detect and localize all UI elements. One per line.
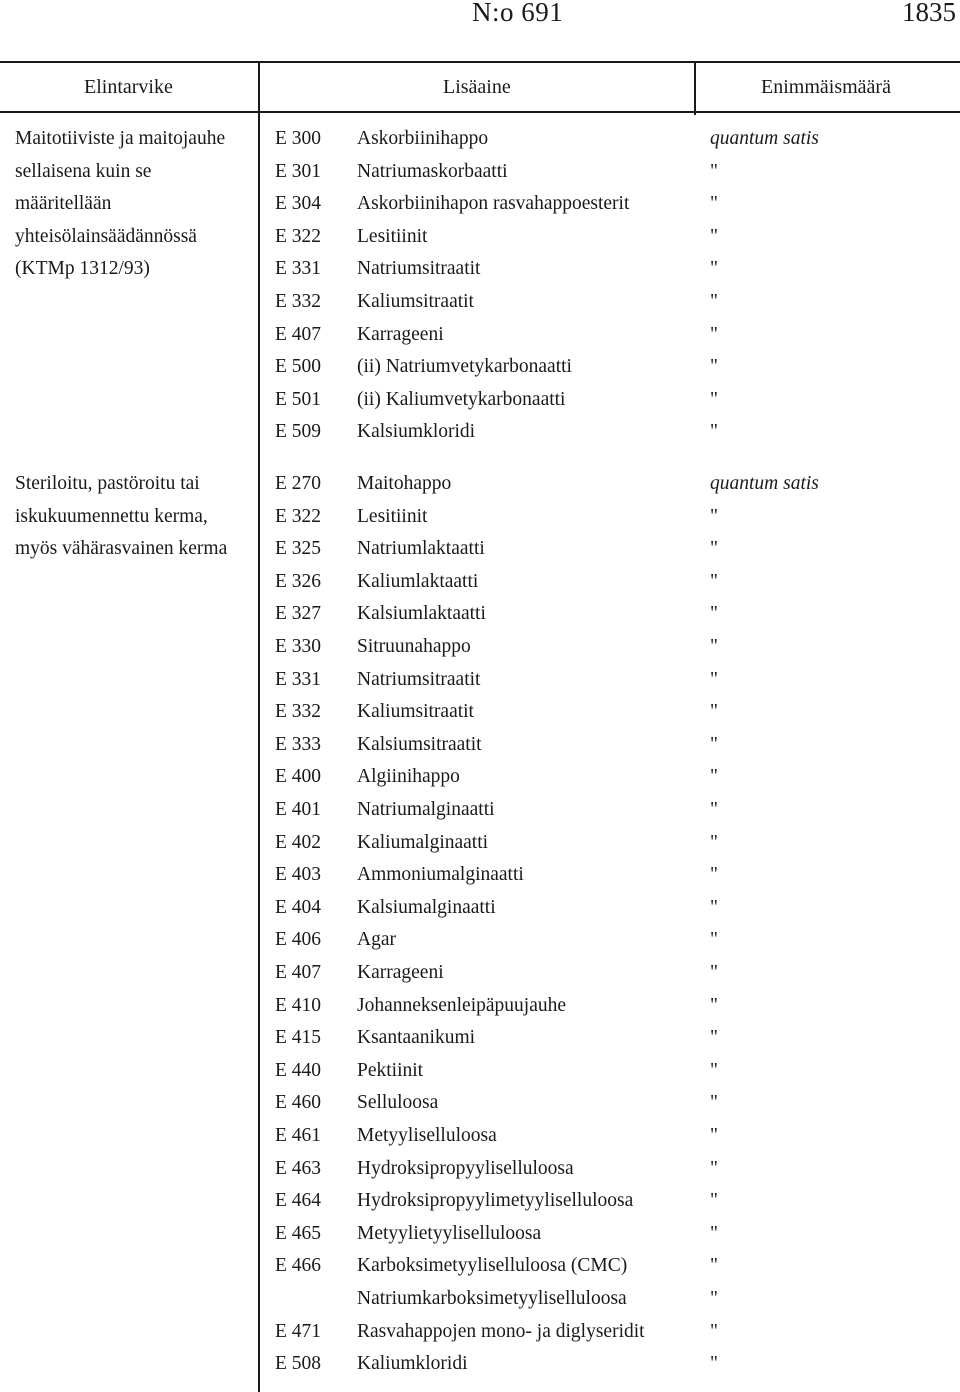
table-row [0, 729, 960, 762]
additive-name: Karrageeni [357, 962, 444, 983]
additive-name: Askorbiinihapon rasvahappoesterit [357, 193, 630, 215]
table-row [0, 566, 960, 599]
additive-name: Natriumkarboksimetyyliselluloosa [357, 1288, 627, 1309]
e-code: E 300 [275, 128, 322, 149]
table-row [0, 696, 960, 729]
column-header-food: Elintarvike [84, 76, 173, 98]
e-code: E 400 [275, 766, 322, 788]
e-code: E 461 [275, 1125, 322, 1146]
e-code: E 401 [275, 799, 322, 820]
table-row [0, 761, 960, 794]
e-code: E 331 [275, 258, 322, 280]
max-level: " [710, 1190, 718, 1212]
additive-name: Kalsiumalginaatti [357, 896, 496, 918]
table-row [0, 1250, 960, 1283]
column-divider-additive [694, 63, 696, 115]
table-row [0, 416, 960, 449]
column-header-additive: Lisäaine [443, 76, 511, 98]
e-code: E 464 [275, 1190, 322, 1212]
max-level: " [710, 505, 718, 527]
max-level: " [710, 538, 718, 560]
table-row [0, 1316, 960, 1349]
table-row [0, 384, 960, 417]
max-level: " [710, 1059, 718, 1081]
e-code: E 508 [275, 1353, 322, 1375]
table-row [0, 924, 960, 957]
table-row [0, 827, 960, 860]
additive-name: (ii) Kaliumvetykarbonaatti [357, 388, 566, 410]
max-level: " [710, 421, 718, 443]
table-row [0, 990, 960, 1023]
table-row [0, 1153, 960, 1186]
food-category-label: (KTMp 1312/93) [15, 258, 150, 280]
max-level: quantum satis [710, 473, 819, 494]
table-row [0, 1185, 960, 1218]
e-code: E 330 [275, 636, 322, 657]
max-level: " [710, 766, 718, 788]
e-code: E 500 [275, 356, 322, 378]
food-category-label: Maitotiiviste ja maitojauhe [15, 128, 226, 149]
table-row [0, 1120, 960, 1153]
max-level: " [710, 733, 718, 755]
table-row [0, 631, 960, 664]
e-code: E 463 [275, 1157, 322, 1179]
additive-name: Maitohappo [357, 473, 452, 494]
e-code: E 509 [275, 421, 322, 443]
table-row [0, 501, 960, 534]
e-code: E 327 [275, 603, 322, 625]
max-level: " [710, 291, 718, 312]
max-level: " [710, 1092, 718, 1114]
table-row [0, 859, 960, 892]
table-row [0, 1087, 960, 1120]
max-level: quantum satis [710, 128, 819, 149]
additive-name: Karrageeni [357, 323, 444, 345]
additive-name: Kalsiumsitraatit [357, 733, 482, 755]
additive-name: Askorbiinihappo [357, 128, 489, 149]
e-code: E 326 [275, 570, 322, 592]
max-level: " [710, 160, 718, 182]
table-row [0, 188, 960, 221]
table-row [0, 533, 960, 566]
table-row [0, 794, 960, 827]
additive-name: Kaliumkloridi [357, 1353, 468, 1375]
e-code: E 471 [275, 1320, 322, 1342]
additive-name: Pektiinit [357, 1059, 424, 1081]
max-level: " [710, 356, 718, 378]
max-level: " [710, 258, 718, 280]
table-row [0, 1055, 960, 1088]
max-level: " [710, 1157, 718, 1179]
additive-name: Sitruunahappo [357, 636, 471, 657]
additive-name: Selluloosa [357, 1092, 439, 1114]
e-code: E 322 [275, 225, 322, 247]
max-level: " [710, 388, 718, 410]
additive-name: Ammoniumalginaatti [357, 864, 524, 886]
page-number: 1835 [902, 0, 956, 27]
additive-name: Natriumlaktaatti [357, 538, 485, 560]
max-level: " [710, 1353, 718, 1375]
e-code: E 466 [275, 1255, 322, 1277]
e-code: E 440 [275, 1059, 322, 1081]
max-level: " [710, 994, 718, 1016]
table-row [0, 892, 960, 925]
max-level: " [710, 225, 718, 247]
max-level: " [710, 929, 718, 951]
page-header [0, 0, 960, 32]
max-level: " [710, 1255, 718, 1277]
additive-name: Kaliumlaktaatti [357, 570, 479, 592]
food-category-label: yhteisölainsäädännössä [15, 225, 197, 247]
e-code: E 415 [275, 1027, 322, 1049]
table-top-rule [0, 61, 960, 63]
table-row [0, 253, 960, 286]
max-level: " [710, 636, 718, 657]
table-row [0, 1348, 960, 1381]
max-level: " [710, 831, 718, 853]
e-code: E 501 [275, 388, 322, 410]
additive-name: Kalsiumkloridi [357, 421, 476, 443]
e-code: E 404 [275, 896, 322, 918]
max-level: " [710, 1320, 718, 1342]
additive-name: Natriumaskorbaatti [357, 160, 508, 182]
max-level: " [710, 668, 718, 690]
e-code: E 331 [275, 668, 322, 690]
table-row [0, 664, 960, 697]
additive-name: (ii) Natriumvetykarbonaatti [357, 356, 572, 378]
max-level: " [710, 896, 718, 918]
e-code: E 407 [275, 962, 322, 983]
e-code: E 333 [275, 733, 322, 755]
table-row [0, 221, 960, 254]
e-code: E 332 [275, 291, 322, 312]
e-code: E 402 [275, 831, 322, 853]
max-level: " [710, 701, 718, 723]
e-code: E 406 [275, 929, 322, 951]
e-code: E 410 [275, 994, 322, 1016]
max-level: " [710, 962, 718, 983]
additive-name: Metyyliselluloosa [357, 1125, 497, 1146]
table-row [0, 123, 960, 156]
additive-name: Natriumalginaatti [357, 799, 495, 820]
additive-name: Hydroksipropyylimetyyliselluloosa [357, 1190, 634, 1212]
food-category-label: myös vähärasvainen kerma [15, 538, 228, 560]
table-row [0, 1022, 960, 1055]
max-level: " [710, 799, 718, 820]
food-category-label: Steriloitu, pastöroitu tai [15, 473, 200, 494]
table-row [0, 598, 960, 631]
e-code: E 407 [275, 323, 322, 345]
additive-name: Ksantaanikumi [357, 1027, 476, 1049]
table-row [0, 351, 960, 384]
max-level: " [710, 603, 718, 625]
table-row [0, 957, 960, 990]
additive-name: Hydroksipropyyliselluloosa [357, 1157, 574, 1179]
additive-name: Karboksimetyyliselluloosa (CMC) [357, 1255, 628, 1277]
additive-name: Metyylietyyliselluloosa [357, 1222, 542, 1244]
table-row [0, 468, 960, 501]
e-code: E 465 [275, 1222, 322, 1244]
additive-name: Agar [357, 929, 396, 951]
e-code: E 304 [275, 193, 322, 215]
additive-name: Lesitiinit [357, 505, 428, 527]
table-row [0, 156, 960, 189]
additive-name: Algiinihappo [357, 766, 460, 788]
max-level: " [710, 1027, 718, 1049]
additive-name: Natriumsitraatit [357, 668, 481, 690]
table-header-rule [0, 111, 960, 113]
e-code: E 322 [275, 505, 322, 527]
column-header-max-level: Enimmäismäärä [761, 76, 891, 98]
table-row [0, 319, 960, 352]
e-code: E 270 [275, 473, 322, 494]
e-code: E 403 [275, 864, 322, 886]
additive-name: Kalsiumlaktaatti [357, 603, 486, 625]
document-number: N:o 691 [472, 0, 564, 27]
e-code: E 325 [275, 538, 322, 560]
food-category-label: määritellään [15, 193, 112, 215]
e-code: E 460 [275, 1092, 322, 1114]
max-level: " [710, 864, 718, 886]
table-row [0, 1218, 960, 1251]
additive-name: Rasvahappojen mono- ja diglyseridit [357, 1320, 645, 1342]
max-level: " [710, 570, 718, 592]
food-category-label: iskukuumennettu kerma, [15, 505, 208, 527]
table-row [0, 1283, 960, 1316]
additive-name: Johanneksenleipäpuujauhe [357, 994, 567, 1016]
max-level: " [710, 323, 718, 345]
max-level: " [710, 1288, 718, 1309]
additive-name: Kaliumsitraatit [357, 291, 474, 312]
additive-name: Kaliumsitraatit [357, 701, 474, 723]
max-level: " [710, 1222, 718, 1244]
additive-name: Kaliumalginaatti [357, 831, 489, 853]
e-code: E 332 [275, 701, 322, 723]
table-row [0, 286, 960, 319]
e-code: E 301 [275, 160, 322, 182]
max-level: " [710, 1125, 718, 1146]
additive-name: Lesitiinit [357, 225, 428, 247]
max-level: " [710, 193, 718, 215]
additive-name: Natriumsitraatit [357, 258, 481, 280]
food-category-label: sellaisena kuin se [15, 160, 152, 182]
